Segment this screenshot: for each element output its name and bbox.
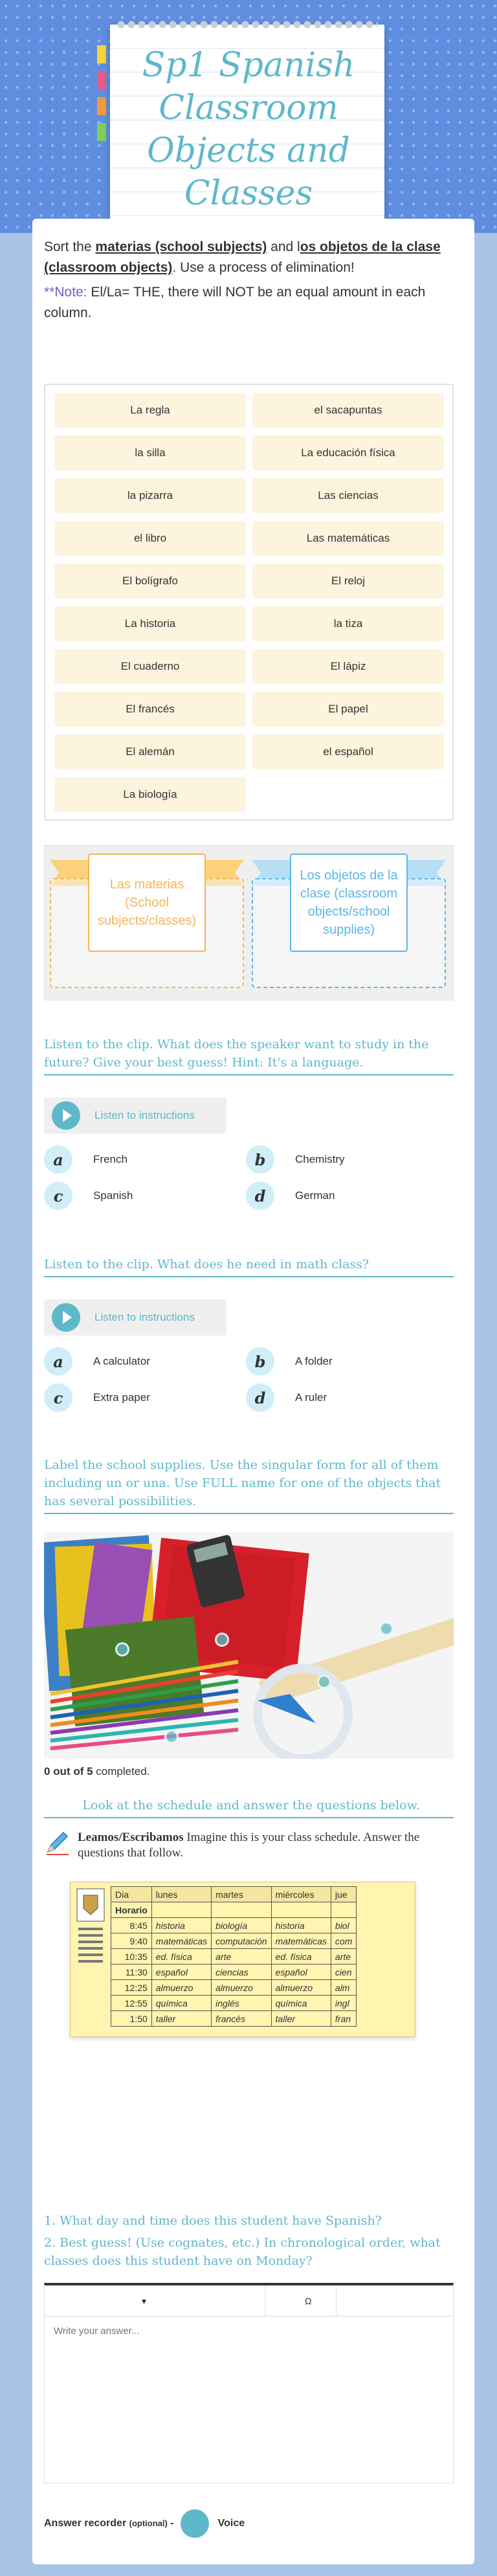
schedule-cell: inglés <box>212 1996 271 2011</box>
sort-item[interactable]: la tiza <box>252 606 444 641</box>
schedule-cell: ingl <box>331 1996 356 2011</box>
answer-option[interactable] <box>44 1182 238 1210</box>
schedule-cell <box>271 1902 331 1918</box>
bucket-label-objetos: Los objetos de la clase (classroom objects/school supplies) <box>290 853 408 952</box>
schedule-cell: historia <box>151 1918 211 1933</box>
schedule-cell: matemáticas <box>151 1933 211 1949</box>
intro-objetos: os objetos de la clase (classroom objects) <box>44 239 441 275</box>
label-hotspot[interactable] <box>215 1633 229 1647</box>
listen-button[interactable] <box>44 1097 226 1134</box>
schedule-cell: matemáticas <box>271 1933 331 1949</box>
answer-option[interactable] <box>246 1383 440 1412</box>
answer-option[interactable] <box>246 1182 440 1210</box>
schedule-cell: historia <box>271 1918 331 1933</box>
sort-item[interactable]: la pizarra <box>54 478 246 513</box>
sort-item[interactable]: El bolígrafo <box>54 564 246 599</box>
question-divider <box>44 1513 454 1514</box>
schedule-header: Dia <box>111 1887 152 1902</box>
answer-textarea[interactable] <box>45 2317 453 2483</box>
answer-option[interactable] <box>44 1145 238 1174</box>
schedule-cell: taller <box>271 2011 331 2027</box>
note-prefix: **Note: <box>44 285 91 300</box>
schedule-note-rest: Imagine this is your class schedule. Answer the questions that follow. <box>78 1831 420 1860</box>
schedule-time: 11:30 <box>111 1965 152 1980</box>
sort-item[interactable]: El cuaderno <box>54 649 246 684</box>
sort-item[interactable]: La biología <box>54 777 246 812</box>
question-2-prompt: Listen to the clip. What does he need in math class? <box>44 1257 370 1271</box>
content-card <box>32 219 474 2564</box>
sort-item[interactable]: El francés <box>54 692 246 727</box>
notepad-spiral <box>116 16 378 34</box>
sort-item[interactable]: el español <box>252 734 444 769</box>
listen-button[interactable] <box>44 1299 226 1336</box>
schedule-cell: alm <box>331 1980 356 1996</box>
option-letter: c <box>44 1383 72 1412</box>
schedule-header: jue <box>331 1887 356 1902</box>
schedule-cell: ciencias <box>212 1965 271 1980</box>
schedule-cell: taller <box>151 2011 211 2027</box>
question-4-prompt: Look at the schedule and answer the questions below. <box>82 1798 420 1812</box>
schedule-cell: almuerzo <box>212 1980 271 1996</box>
listen-label: Listen to instructions <box>94 1109 195 1121</box>
schedule-cell: química <box>151 1996 211 2011</box>
toolbar-separator <box>336 2285 337 2317</box>
sort-item[interactable]: el libro <box>54 521 246 556</box>
schedule-cell: fran <box>331 2011 356 2027</box>
class-schedule-image <box>70 1882 415 2037</box>
option-letter: d <box>246 1182 274 1210</box>
intro-note <box>44 282 458 324</box>
completion-count: 0 out of 5 <box>44 1765 93 1778</box>
answer-editor <box>44 2283 454 2483</box>
completion-status <box>44 1765 149 1778</box>
schedule-cell: almuerzo <box>271 1980 331 1996</box>
option-text: Spanish <box>93 1189 133 1202</box>
sort-buckets <box>44 845 454 1000</box>
record-button[interactable] <box>181 2509 209 2538</box>
note-text: El/La= THE, there will NOT be an equal amount in each column. <box>44 285 426 320</box>
sort-item[interactable]: La educación física <box>252 435 444 470</box>
question-1-prompt: Listen to the clip. What does the speaker want to study in the future? Give your best guess! Hint: It's a language. <box>44 1037 429 1070</box>
schedule-cell: ed. física <box>271 1949 331 1965</box>
bucket-label-materias: Las materias (School subjects/classes) <box>88 853 206 952</box>
schedule-time: 9:40 <box>111 1933 152 1949</box>
question-divider <box>44 1817 454 1818</box>
option-text: A folder <box>295 1355 333 1367</box>
schedule-time: 10:35 <box>111 1949 152 1965</box>
schedule-question-2: 2. Best guess! (Use cognates, etc.) In chronological order, what classes does this student have on Monday? <box>44 2236 441 2268</box>
schedule-cell: español <box>271 1965 331 1980</box>
answer-option[interactable] <box>246 1145 440 1174</box>
recorder-optional: (optional) <box>129 2518 168 2528</box>
school-crest <box>74 1886 107 2029</box>
sort-item[interactable]: El alemán <box>54 734 246 769</box>
schedule-cell: español <box>151 1965 211 1980</box>
schedule-cell: biología <box>212 1918 271 1933</box>
sort-item[interactable]: El lápiz <box>252 649 444 684</box>
schedule-cell: almuerzo <box>151 1980 211 1996</box>
question-divider <box>44 1074 454 1075</box>
intro-text-part: . Use a process of elimination! <box>172 260 355 275</box>
answer-recorder <box>44 2509 245 2538</box>
option-text: A calculator <box>93 1355 150 1367</box>
option-letter: a <box>44 1145 72 1174</box>
sort-item[interactable]: el sacapuntas <box>252 393 444 428</box>
schedule-note-bold: Leamos/Escribamos <box>78 1831 184 1844</box>
label-hotspot[interactable] <box>115 1642 129 1657</box>
schedule-time: 1:50 <box>111 2011 152 2027</box>
schedule-cell: cien <box>331 1965 356 1980</box>
schedule-cell <box>212 1902 271 1918</box>
intro-text-part: Sort the <box>44 239 96 254</box>
omega-icon[interactable]: Ω <box>305 2296 312 2306</box>
schedule-cell: arte <box>331 1949 356 1965</box>
schedule-header: lunes <box>151 1887 211 1902</box>
sort-item[interactable]: Las ciencias <box>252 478 444 513</box>
schedule-time: 8:45 <box>111 1918 152 1933</box>
recorder-dash: - <box>167 2518 174 2529</box>
question-divider <box>44 1276 454 1277</box>
label-hotspot[interactable] <box>164 1730 179 1744</box>
answer-option[interactable] <box>44 1383 238 1412</box>
option-text: Extra paper <box>93 1391 150 1404</box>
intro-text <box>44 237 458 324</box>
dropdown-arrow-icon[interactable]: ▾ <box>142 2296 147 2306</box>
schedule-question-1: 1. What day and time does this student have Spanish? <box>44 2214 382 2228</box>
intro-text-part: and l <box>267 239 300 254</box>
page-title: Sp1 Spanish Classroom Objects and Classes <box>142 46 355 213</box>
schedule-horario: Horario <box>111 1902 152 1918</box>
schedule-cell <box>331 1902 356 1918</box>
option-letter: c <box>44 1182 72 1210</box>
school-supplies-illustration <box>44 1532 454 1759</box>
play-icon <box>52 1303 80 1332</box>
recorder-label <box>44 2518 174 2529</box>
schedule-header: miércoles <box>271 1887 331 1902</box>
schedule-instructions-text <box>78 1830 459 1861</box>
schedule-cell: computación <box>212 1933 271 1949</box>
intro-materias: materias (school subjects) <box>95 239 267 254</box>
sort-item[interactable]: la silla <box>54 435 246 470</box>
option-letter: b <box>246 1145 274 1174</box>
schedule-table <box>111 1886 357 2027</box>
sort-item[interactable]: El reloj <box>252 564 444 599</box>
school-supplies-image <box>44 1532 454 1759</box>
pencil-icon <box>44 1830 70 1856</box>
label-hotspot[interactable] <box>379 1622 393 1636</box>
option-text: A ruler <box>295 1391 327 1404</box>
schedule-time: 12:55 <box>111 1996 152 2011</box>
listen-label: Listen to instructions <box>94 1311 195 1323</box>
schedule-time: 12:25 <box>111 1980 152 1996</box>
answer-option[interactable] <box>44 1347 238 1376</box>
schedule-cell: com <box>331 1933 356 1949</box>
schedule-cell: arte <box>212 1949 271 1965</box>
completion-text: completed. <box>93 1765 150 1778</box>
answer-option[interactable] <box>246 1347 440 1376</box>
schedule-cell: biol <box>331 1918 356 1933</box>
editor-toolbar <box>45 2285 453 2317</box>
recorder-label-text: Answer recorder <box>44 2518 127 2529</box>
option-text: French <box>93 1153 127 1165</box>
option-letter: d <box>246 1383 274 1412</box>
sort-item[interactable]: El papel <box>252 692 444 727</box>
sort-item[interactable]: La historia <box>54 606 246 641</box>
option-letter: a <box>44 1347 72 1376</box>
option-text: Chemistry <box>295 1153 345 1165</box>
option-text: German <box>295 1189 335 1202</box>
schedule-header: martes <box>212 1887 271 1902</box>
schedule-cell: francés <box>212 2011 271 2027</box>
question-3-prompt: Label the school supplies. Use the singular form for all of them including un or una. Use FULL name for one of the objects that has several possibilities. <box>44 1458 441 1508</box>
option-letter: b <box>246 1347 274 1376</box>
sort-item[interactable]: Las matemáticas <box>252 521 444 556</box>
sort-item[interactable]: La regla <box>54 393 246 428</box>
play-icon <box>52 1101 80 1130</box>
schedule-cell: ed. física <box>151 1949 211 1965</box>
sort-pool <box>44 384 454 820</box>
voice-label: Voice <box>217 2518 245 2529</box>
schedule-cell: química <box>271 1996 331 2011</box>
label-hotspot[interactable] <box>317 1675 331 1689</box>
schedule-cell <box>151 1902 211 1918</box>
